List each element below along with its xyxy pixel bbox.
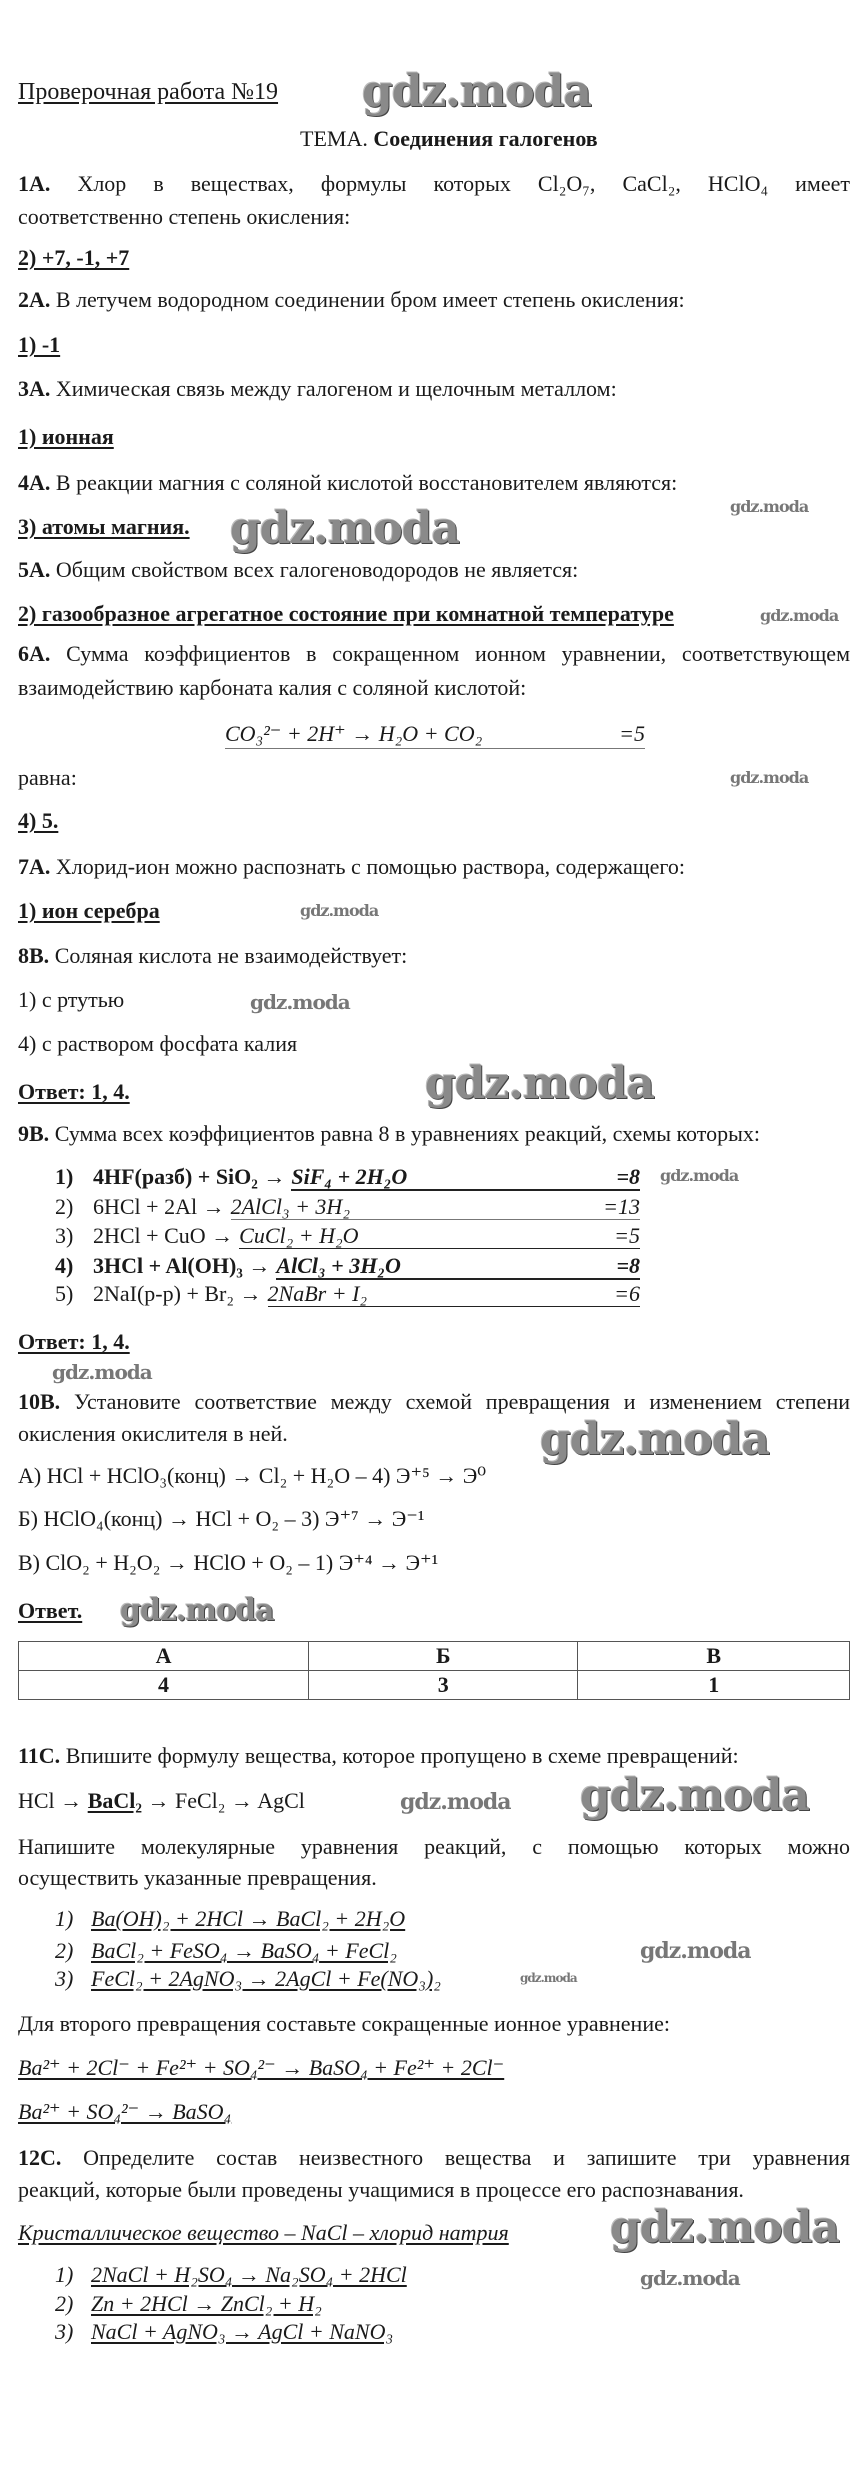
equation-number: 3) bbox=[55, 1966, 74, 1991]
equation-number: 1) bbox=[55, 1906, 74, 1931]
question-text: Сумма всех коэффициентов равна 8 в уравнениях реакций, схемы которых: bbox=[54, 1121, 760, 1146]
watermark-logo: gdz.moda bbox=[52, 1360, 152, 1384]
equation-12-3 bbox=[55, 2318, 393, 2346]
watermark-logo: gdz.moda bbox=[580, 1770, 810, 1821]
question-text: Впишите формулу вещества, которое пропущено в схеме превращений: bbox=[65, 1743, 739, 1768]
equation-text: Zn + 2HCl → ZnCl₂ + H₂ bbox=[91, 2291, 322, 2316]
question-2 bbox=[18, 286, 685, 314]
question-11-text-4: Для второго превращения составьте сокращенные ионное уравнение: bbox=[18, 2011, 670, 2036]
question-number: 8В. bbox=[18, 943, 50, 968]
answer-8: Ответ: 1, 4. bbox=[18, 1079, 130, 1104]
match-item-c: В) ClO₂ + H₂O₂ → HClO + O₂ – 1) Э⁺⁴ → Э⁺¹ bbox=[18, 1550, 439, 1575]
equation-9-5 bbox=[55, 1280, 640, 1308]
answer-table bbox=[18, 1641, 850, 1700]
question-9 bbox=[18, 1120, 760, 1148]
watermark-logo: gdz.moda bbox=[300, 901, 379, 920]
equation-text: 2NaCl + H₂SO₄ → Na₂SO₄ + 2HCl bbox=[91, 2262, 407, 2287]
equation-text: FeCl₂ + 2AgNO₃ → 2AgCl + Fe(NO₃)₂ bbox=[91, 1966, 441, 1991]
equation-result: =5 bbox=[619, 721, 645, 746]
watermark-logo: gdz.moda bbox=[640, 1938, 751, 1964]
answer-1: 2) +7, -1, +7 bbox=[18, 245, 130, 270]
watermark-logo: gdz.moda bbox=[660, 1166, 739, 1185]
table-row bbox=[19, 1671, 850, 1700]
equation-number: 3) bbox=[55, 1223, 74, 1248]
watermark-logo: gdz.moda bbox=[362, 66, 592, 117]
answer-5: 2) газообразное агрегатное состояние при комнатной температуре bbox=[18, 601, 674, 626]
equation-9-1 bbox=[55, 1163, 640, 1191]
equation-sum: =8 bbox=[616, 1253, 640, 1278]
table-cell: 3 bbox=[309, 1671, 578, 1700]
equation-left: 6HCl + 2Al → bbox=[93, 1194, 225, 1219]
ionic-equation-full: Ba²⁺ + 2Cl⁻ + Fe²⁺ + SO₄²⁻ → BaSO₄ + Fe²⁺ + 2Cl⁻ bbox=[18, 2055, 505, 2080]
question-8 bbox=[18, 942, 407, 970]
question-6-text-3: равна: bbox=[18, 765, 77, 790]
equation-text: NaCl + AgNO₃ → AgCl + NaNO₃ bbox=[91, 2319, 394, 2344]
watermark-logo: gdz.moda bbox=[730, 768, 809, 787]
equation-number: 4) bbox=[55, 1253, 74, 1278]
answer-3: 1) ионная bbox=[18, 424, 114, 449]
watermark-logo: gdz.moda bbox=[730, 497, 809, 516]
question-text: В летучем водородном соединении бром имеет степень окисления: bbox=[55, 287, 685, 312]
question-number: 2А. bbox=[18, 287, 51, 312]
equation-11-2 bbox=[55, 1937, 397, 1965]
equation-right: 2NaBr + I₂ bbox=[267, 1281, 368, 1306]
watermark-logo: gdz.moda bbox=[230, 503, 460, 554]
equation-9-2 bbox=[55, 1193, 640, 1221]
answer-6: 4) 5. bbox=[18, 808, 59, 833]
question-text: Общим свойством всех галогеноводородов не является: bbox=[55, 557, 579, 582]
equation-sum: =13 bbox=[603, 1194, 640, 1219]
equation-text: Ba(OH)₂ + 2HCl → BaCl₂ + 2H₂O bbox=[91, 1906, 406, 1931]
question-6-text-2: взаимодействию карбоната калия с соляной кислотой: bbox=[18, 675, 527, 700]
question-text: Установите соответствие между схемой превращения и изменением степени bbox=[74, 1389, 850, 1414]
equation-left: 2NaI(р-р) + Br₂ → bbox=[93, 1281, 262, 1306]
equation-right: 2AlCl₃ + 3H₂ bbox=[230, 1194, 350, 1219]
question-10 bbox=[18, 1388, 850, 1416]
question-number: 6А. bbox=[18, 641, 51, 666]
scheme-end: → FeCl₂ → AgCl bbox=[147, 1788, 305, 1813]
equation-number: 1) bbox=[55, 1164, 74, 1189]
table-header-row bbox=[19, 1642, 850, 1671]
question-11 bbox=[18, 1742, 739, 1770]
question-10-text-2: окисления окислителя в ней. bbox=[18, 1421, 288, 1446]
question-6 bbox=[18, 640, 850, 668]
question-12 bbox=[18, 2144, 850, 2172]
topic-prefix: ТЕМА. bbox=[300, 126, 368, 151]
question-number: 7А. bbox=[18, 854, 51, 879]
question-text: В реакции магния с соляной кислотой восстановителем являются: bbox=[55, 470, 678, 495]
answer-4: 3) атомы магния. bbox=[18, 514, 190, 539]
table-cell: 1 bbox=[578, 1671, 850, 1700]
watermark-logo: gdz.moda bbox=[250, 990, 350, 1014]
equation-left: 3HCl + Al(OH)₃ → bbox=[93, 1253, 271, 1278]
equation-9-4 bbox=[55, 1252, 640, 1280]
match-item-a: А) HCl + HClO₃(конц) → Cl₂ + H₂O – 4) Э⁺⁵ → Э⁰ bbox=[18, 1463, 487, 1488]
equation-right: SiF₄ + 2H₂O bbox=[291, 1164, 408, 1189]
equation-number: 3) bbox=[55, 2319, 74, 2344]
answer-2: 1) -1 bbox=[18, 332, 61, 357]
page-title: Проверочная работа №19 bbox=[18, 79, 279, 105]
watermark-logo: gdz.moda bbox=[425, 1058, 655, 1109]
question-5 bbox=[18, 556, 578, 584]
question-text: Хлорид-ион можно распознать с помощью раствора, содержащего: bbox=[55, 854, 685, 879]
equation-number: 1) bbox=[55, 2262, 74, 2287]
question-number: 9В. bbox=[18, 1121, 50, 1146]
question-12-text-2: реакций, которые были проведены учащимися в процессе его распознавания. bbox=[18, 2177, 744, 2202]
question-text: Сумма коэффициентов в сокращенном ионном уравнении, соответствующем bbox=[66, 641, 850, 666]
question-4 bbox=[18, 469, 677, 497]
ionic-equation-short: Ba²⁺ + SO₄²⁻ → BaSO₄ bbox=[18, 2099, 232, 2124]
equation-sum: =8 bbox=[616, 1164, 640, 1189]
answer-12: Кристаллическое вещество – NaCl – хлорид натрия bbox=[18, 2220, 509, 2245]
question-number: 3А. bbox=[18, 376, 51, 401]
watermark-logo: gdz.moda bbox=[520, 1971, 577, 1985]
question-number: 12С. bbox=[18, 2145, 62, 2170]
conversion-scheme bbox=[18, 1787, 305, 1815]
equation-left: 2HCl + CuO → bbox=[93, 1223, 234, 1248]
question-7 bbox=[18, 853, 685, 881]
question-text: Химическая связь между галогеном и щелочным металлом: bbox=[55, 376, 617, 401]
equation-11-3 bbox=[55, 1965, 441, 1993]
question-number: 11С. bbox=[18, 1743, 61, 1768]
equation-9-3 bbox=[55, 1222, 640, 1250]
table-header-cell: А bbox=[19, 1642, 309, 1671]
equation-sum: =6 bbox=[614, 1281, 640, 1306]
equation-text: CO₃²⁻ + 2H⁺ → H₂O + CO₂ bbox=[225, 721, 483, 746]
watermark-logo: gdz.moda bbox=[640, 2266, 740, 2290]
match-item-b: Б) HClO₄(конц) → HCl + O₂ – 3) Э⁺⁷ → Э⁻¹ bbox=[18, 1506, 425, 1531]
scheme-answer: BaCl₂ bbox=[87, 1788, 142, 1813]
question-number: 5А. bbox=[18, 557, 51, 582]
equation-sum: =5 bbox=[614, 1223, 640, 1248]
equation-6 bbox=[225, 720, 645, 749]
equation-text: BaCl₂ + FeSO₄ → BaSO₄ + FeCl₂ bbox=[91, 1938, 397, 1963]
table-cell: 4 bbox=[19, 1671, 309, 1700]
equation-left: 4HF(разб) + SiO₂ → bbox=[93, 1164, 286, 1189]
answer-7: 1) ион серебра bbox=[18, 898, 160, 923]
equation-number: 2) bbox=[55, 1938, 74, 1963]
equation-12-2 bbox=[55, 2290, 322, 2318]
equation-number: 5) bbox=[55, 1281, 74, 1306]
question-1-text-2: соответственно степень окисления: bbox=[18, 204, 351, 229]
answer-9: Ответ: 1, 4. bbox=[18, 1329, 130, 1354]
question-text: Хлор в веществах, формулы которых Cl₂O₇, CaCl₂, HClO₄ имеет bbox=[77, 171, 851, 196]
equation-number: 2) bbox=[55, 1194, 74, 1219]
question-number: 1А. bbox=[18, 171, 51, 196]
topic-heading bbox=[300, 125, 598, 153]
question-11-text-2: Напишите молекулярные уравнения реакций, с помощью которых можно bbox=[18, 1834, 850, 1859]
watermark-logo: gdz.moda bbox=[120, 1593, 274, 1628]
watermark-logo: gdz.moda bbox=[760, 606, 839, 625]
watermark-logo: gdz.moda bbox=[610, 2202, 840, 2253]
question-number: 10В. bbox=[18, 1389, 61, 1414]
equation-right: AlCl₃ + 3H₂O bbox=[276, 1253, 401, 1278]
option-8-1: 1) с ртутью bbox=[18, 987, 125, 1012]
topic-title: Соединения галогенов bbox=[373, 126, 598, 151]
option-8-4: 4) с раствором фосфата калия bbox=[18, 1031, 298, 1056]
question-text: Соляная кислота не взаимодействует: bbox=[54, 943, 408, 968]
equation-number: 2) bbox=[55, 2291, 74, 2316]
answer-10-label: Ответ. bbox=[18, 1598, 83, 1623]
watermark-logo: gdz.moda bbox=[400, 1789, 511, 1815]
question-number: 4А. bbox=[18, 470, 51, 495]
scheme-start: HCl → bbox=[18, 1788, 83, 1813]
equation-11-1 bbox=[55, 1905, 405, 1933]
table-header-cell: Б bbox=[309, 1642, 578, 1671]
equation-right: CuCl₂ + H₂O bbox=[239, 1223, 359, 1248]
question-3 bbox=[18, 375, 617, 403]
table-header-cell: В bbox=[578, 1642, 850, 1671]
equation-12-1 bbox=[55, 2261, 407, 2289]
question-1 bbox=[18, 170, 850, 198]
question-text: Определите состав неизвестного вещества и запишите три уравнения bbox=[83, 2145, 850, 2170]
question-11-text-3: осуществить указанные превращения. bbox=[18, 1865, 377, 1890]
watermark-logo: gdz.moda bbox=[540, 1414, 770, 1465]
